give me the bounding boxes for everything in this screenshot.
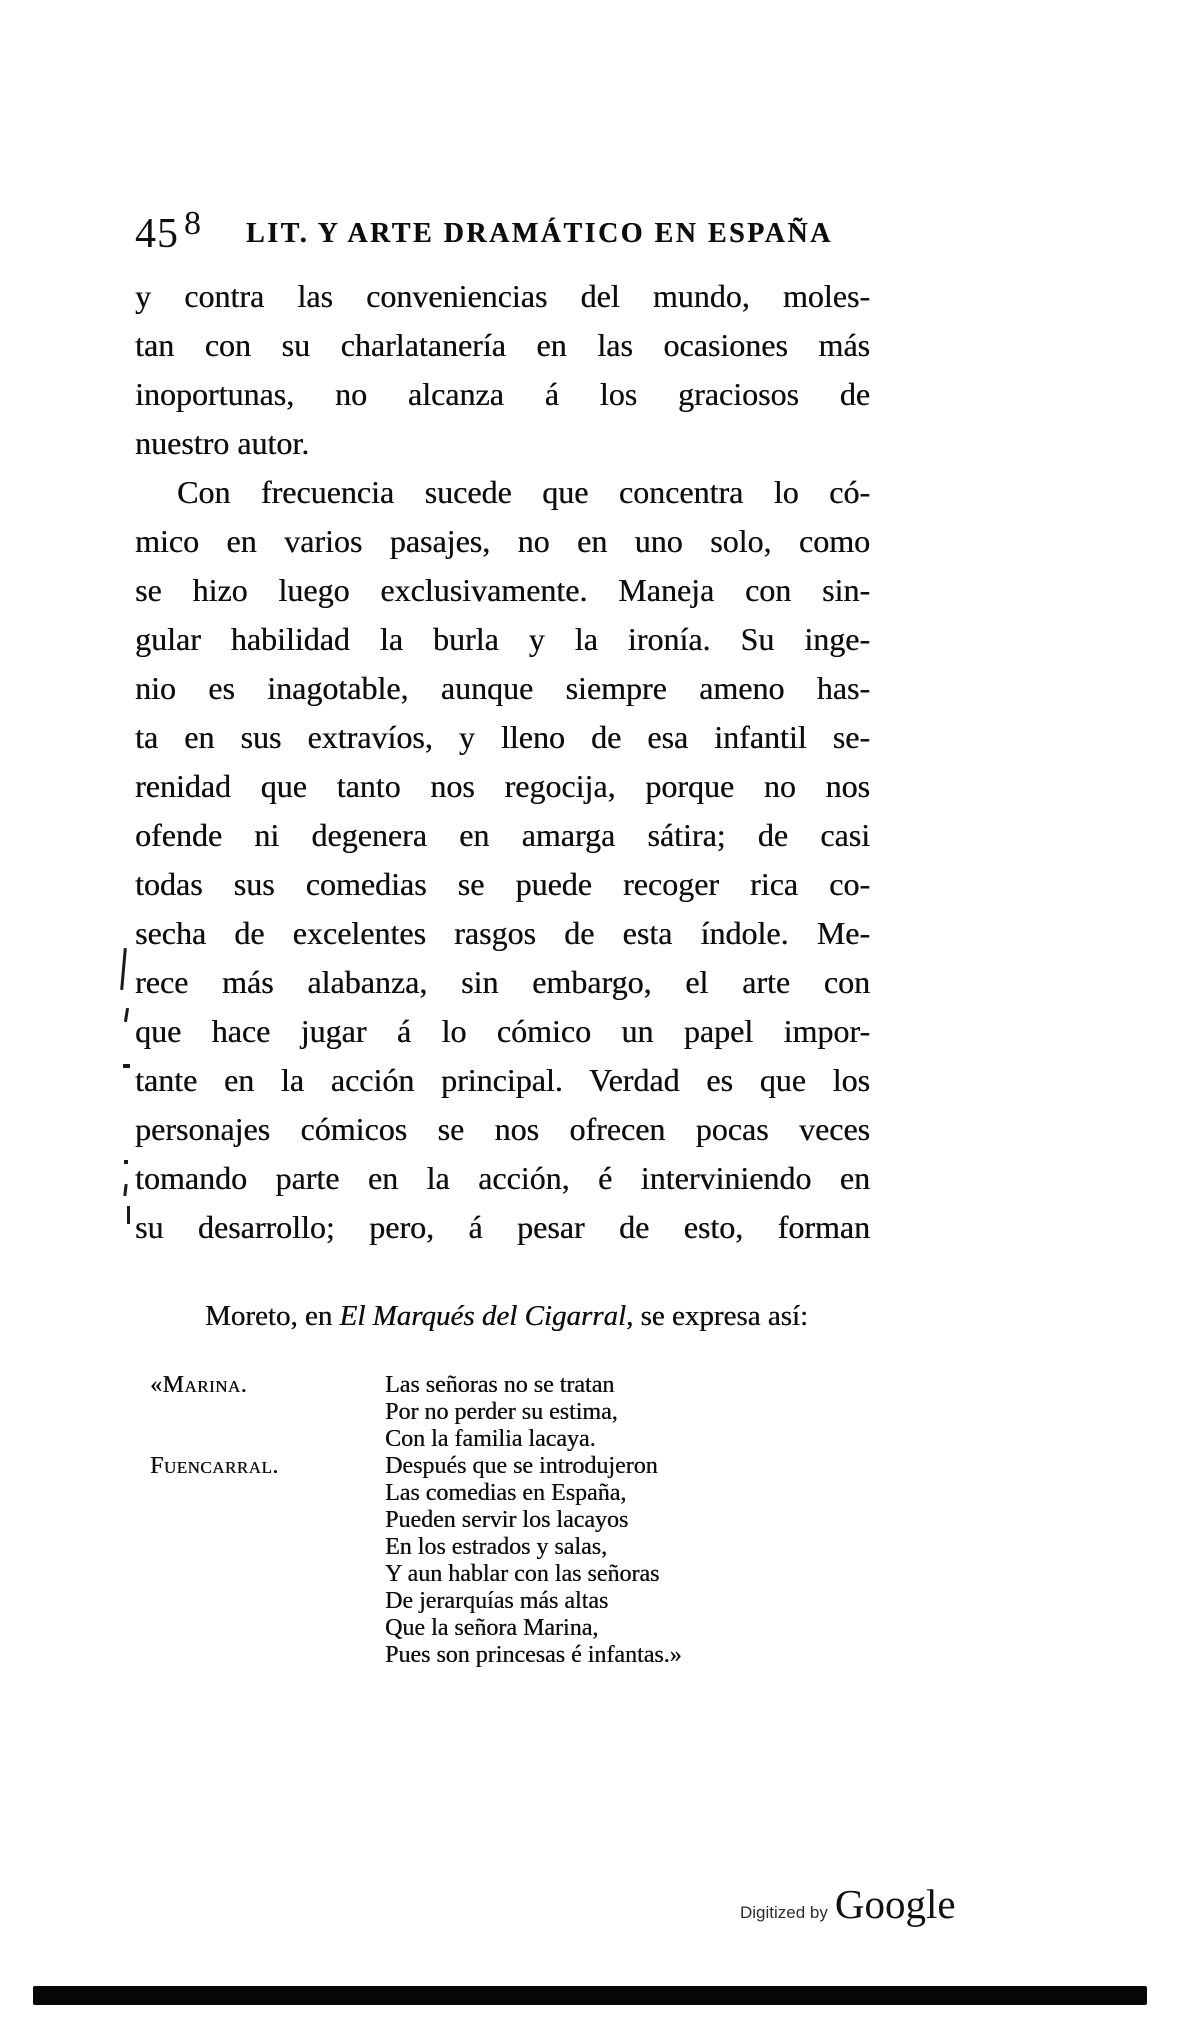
margin-mark <box>123 1184 127 1196</box>
speaker-label: «Marina. <box>150 1372 248 1398</box>
body-text-line: rece más alabanza, sin embargo, el arte con <box>135 964 870 1000</box>
verse-line: Con la familia lacaya. <box>385 1426 596 1452</box>
speaker-label: Fuencarral. <box>150 1453 279 1479</box>
margin-mark <box>127 1206 130 1224</box>
verse-line: Y aun hablar con las señoras <box>385 1561 660 1587</box>
body-text <box>135 272 870 1252</box>
verse-row <box>150 1507 850 1534</box>
page-number-sup: 8 <box>184 205 202 242</box>
verse-line: En los estrados y salas, <box>385 1534 607 1560</box>
margin-mark <box>124 1008 129 1022</box>
verse-row <box>150 1372 850 1399</box>
body-text-line: renidad que tanto nos regocija, porque no nos <box>135 768 870 804</box>
body-text-line: todas sus comedias se puede recoger rica co- <box>135 866 870 902</box>
verse-row <box>150 1534 850 1561</box>
speaker-label <box>150 1426 385 1453</box>
verse-line: Las señoras no se tratan <box>385 1372 615 1398</box>
verse-block <box>150 1372 850 1669</box>
speaker-label <box>150 1507 385 1534</box>
digitized-by-label: Digitized by <box>740 1903 828 1922</box>
verse-line: Por no perder su estima, <box>385 1399 618 1425</box>
speaker-label <box>150 1642 385 1669</box>
margin-mark <box>124 1160 128 1164</box>
page-number <box>135 205 202 257</box>
page-number-main: 45 <box>135 211 179 257</box>
verse-line: Que la señora Marina, <box>385 1615 599 1641</box>
verse-line: Pues son princesas é infantas.» <box>385 1642 682 1668</box>
body-text-line: gular habilidad la burla y la ironía. Su inge- <box>135 621 870 657</box>
verse-row <box>150 1399 850 1426</box>
running-title: LIT. Y ARTE DRAMÁTICO EN ESPAÑA <box>246 218 833 249</box>
speaker-label <box>150 1534 385 1561</box>
body-text-line: secha de excelentes rasgos de esta índole. Me- <box>135 915 870 951</box>
body-text-line: nio es inagotable, aunque siempre ameno has- <box>135 670 870 706</box>
quote-intro <box>205 1300 808 1333</box>
body-text-line: personajes cómicos se nos ofrecen pocas veces <box>135 1111 870 1147</box>
scan-artifact-bar <box>33 1986 1147 2005</box>
body-text-line: tante en la acción principal. Verdad es que los <box>135 1062 870 1098</box>
verse-row <box>150 1561 850 1588</box>
body-text-line: mico en varios pasajes, no en uno solo, como <box>135 523 870 559</box>
quote-intro-suffix: , se expresa así: <box>626 1300 809 1332</box>
verse-line: Pueden servir los lacayos <box>385 1507 629 1533</box>
digitized-footer <box>740 1880 956 1928</box>
body-text-line: se hizo luego exclusivamente. Maneja con sin- <box>135 572 870 608</box>
body-text-line: Con frecuencia sucede que concentra lo có- <box>177 474 870 510</box>
body-text-line: su desarrollo; pero, á pesar de esto, forman <box>135 1209 870 1245</box>
body-text-line: tomando parte en la acción, é interviniendo en <box>135 1160 870 1196</box>
margin-mark <box>120 948 127 990</box>
verse-row <box>150 1453 850 1480</box>
verse-line: Las comedias en España, <box>385 1480 627 1506</box>
verse-line: Después que se introdujeron <box>385 1453 658 1479</box>
quote-work-title: El Marqués del Cigarral <box>339 1300 627 1332</box>
speaker-label <box>150 1480 385 1507</box>
body-text-line: inoportunas, no alcanza á los graciosos de <box>135 376 870 412</box>
speaker-label <box>150 1561 385 1588</box>
body-text-line: nuestro autor. <box>135 425 310 461</box>
verse-row <box>150 1426 850 1453</box>
verse-line: De jerarquías más altas <box>385 1588 609 1614</box>
speaker-label <box>150 1399 385 1426</box>
margin-mark <box>123 1064 130 1068</box>
page-header <box>135 205 833 257</box>
verse-row <box>150 1615 850 1642</box>
speaker-label <box>150 1615 385 1642</box>
verse-row <box>150 1480 850 1507</box>
verse-row <box>150 1642 850 1669</box>
body-text-line: ofende ni degenera en amarga sátira; de casi <box>135 817 870 853</box>
verse-row <box>150 1588 850 1615</box>
body-text-line: ta en sus extravíos, y lleno de esa infantil se- <box>135 719 870 755</box>
body-text-line: y contra las conveniencias del mundo, moles- <box>135 278 870 314</box>
body-text-line: tan con su charlatanería en las ocasiones más <box>135 327 870 363</box>
body-text-line: que hace jugar á lo cómico un papel impor- <box>135 1013 870 1049</box>
speaker-label <box>150 1588 385 1615</box>
quote-intro-prefix: Moreto, en <box>205 1300 340 1332</box>
google-logo: Google <box>834 1881 956 1927</box>
